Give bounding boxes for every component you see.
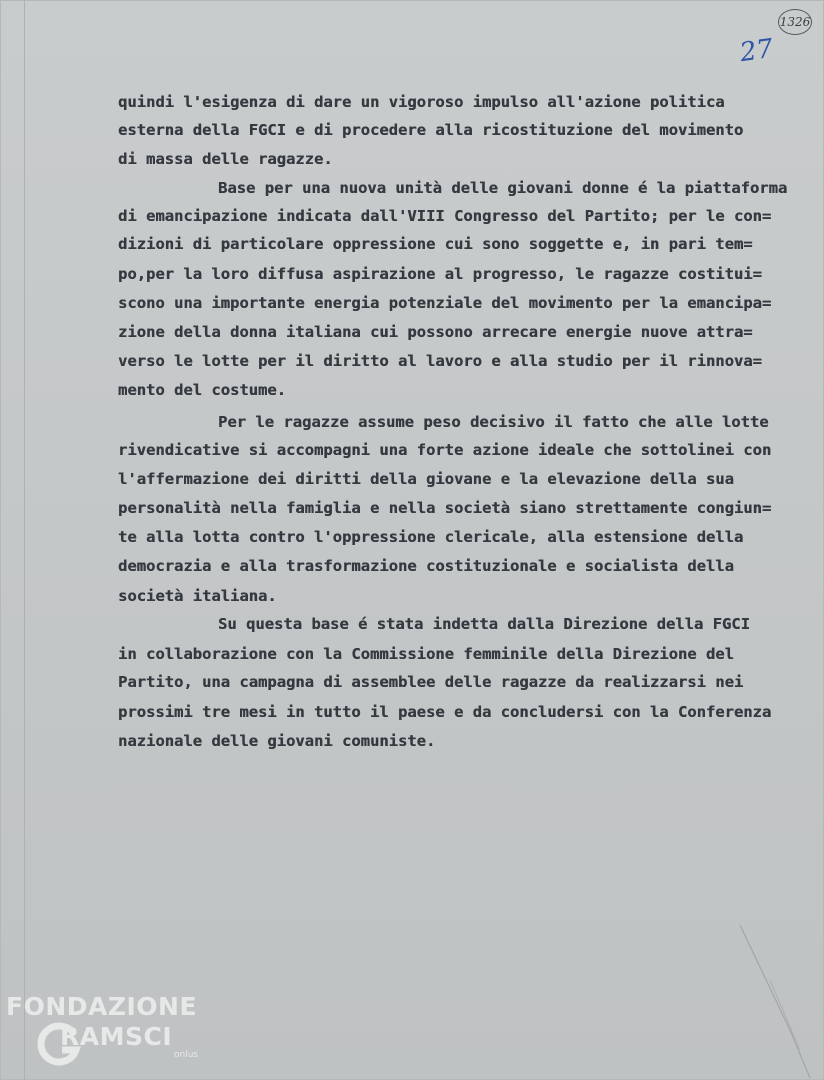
text-line: scono una importante energia potenziale del movimento per la emancipa= xyxy=(118,294,772,312)
text-line: democrazia e alla trasformazione costituzionale e socialista della xyxy=(118,557,734,575)
archive-folio-stamp: 1326 xyxy=(778,9,812,35)
text-line: Per le ragazze assume peso decisivo il fatto che alle lotte xyxy=(218,413,769,431)
fondazione-gramsci-watermark xyxy=(6,992,206,1072)
text-line: verso le lotte per il diritto al lavoro e alla studio per il rinnova= xyxy=(118,352,762,370)
text-line: rivendicative si accompagni una forte azione ideale che sottolinei con xyxy=(118,441,772,459)
watermark-line1: FONDAZIONE xyxy=(6,992,198,1021)
paper-scratch-marks xyxy=(730,920,824,1080)
text-line: personalità nella famiglia e nella società siano strettamente congiun= xyxy=(118,499,772,517)
text-line: nazionale delle giovani comuniste. xyxy=(118,732,436,750)
text-line: Su questa base é stata indetta dalla Direzione della FGCI xyxy=(218,615,750,633)
text-line: quindi l'esigenza di dare un vigoroso impulso all'azione politica xyxy=(118,93,725,111)
watermark-suffix: onlus xyxy=(174,1050,199,1060)
text-line: Partito, una campagna di assemblee delle ragazze da realizzarsi nei xyxy=(118,673,744,691)
text-line: di emancipazione indicata dall'VIII Congresso del Partito; per le con= xyxy=(118,207,772,225)
text-line: l'affermazione dei diritti della giovane e la elevazione della sua xyxy=(118,470,734,488)
text-line: Base per una nuova unità delle giovani donne é la piattaforma xyxy=(218,179,788,197)
text-line: in collaborazione con la Commissione femminile della Direzione del xyxy=(118,645,734,663)
text-line: di massa delle ragazze. xyxy=(118,150,333,168)
text-line: esterna della FGCI e di procedere alla ricostituzione del movimento xyxy=(118,121,744,139)
text-line: prossimi tre mesi in tutto il paese e da concludersi con la Conferenza xyxy=(118,703,772,721)
text-line: mento del costume. xyxy=(118,381,286,399)
handwritten-page-number: 27 xyxy=(738,33,776,69)
text-line: te alla lotta contro l'oppressione clericale, alla estensione della xyxy=(118,528,744,546)
text-line: dizioni di particolare oppressione cui sono soggette e, in pari tem= xyxy=(118,235,753,253)
watermark-line2: RAMSCI xyxy=(60,1022,173,1051)
text-line: zione della donna italiana cui possono arrecare energie nuove attra= xyxy=(118,323,753,341)
text-line: società italiana. xyxy=(118,587,277,605)
text-line: po,per la loro diffusa aspirazione al progresso, le ragazze costitui= xyxy=(118,265,762,283)
